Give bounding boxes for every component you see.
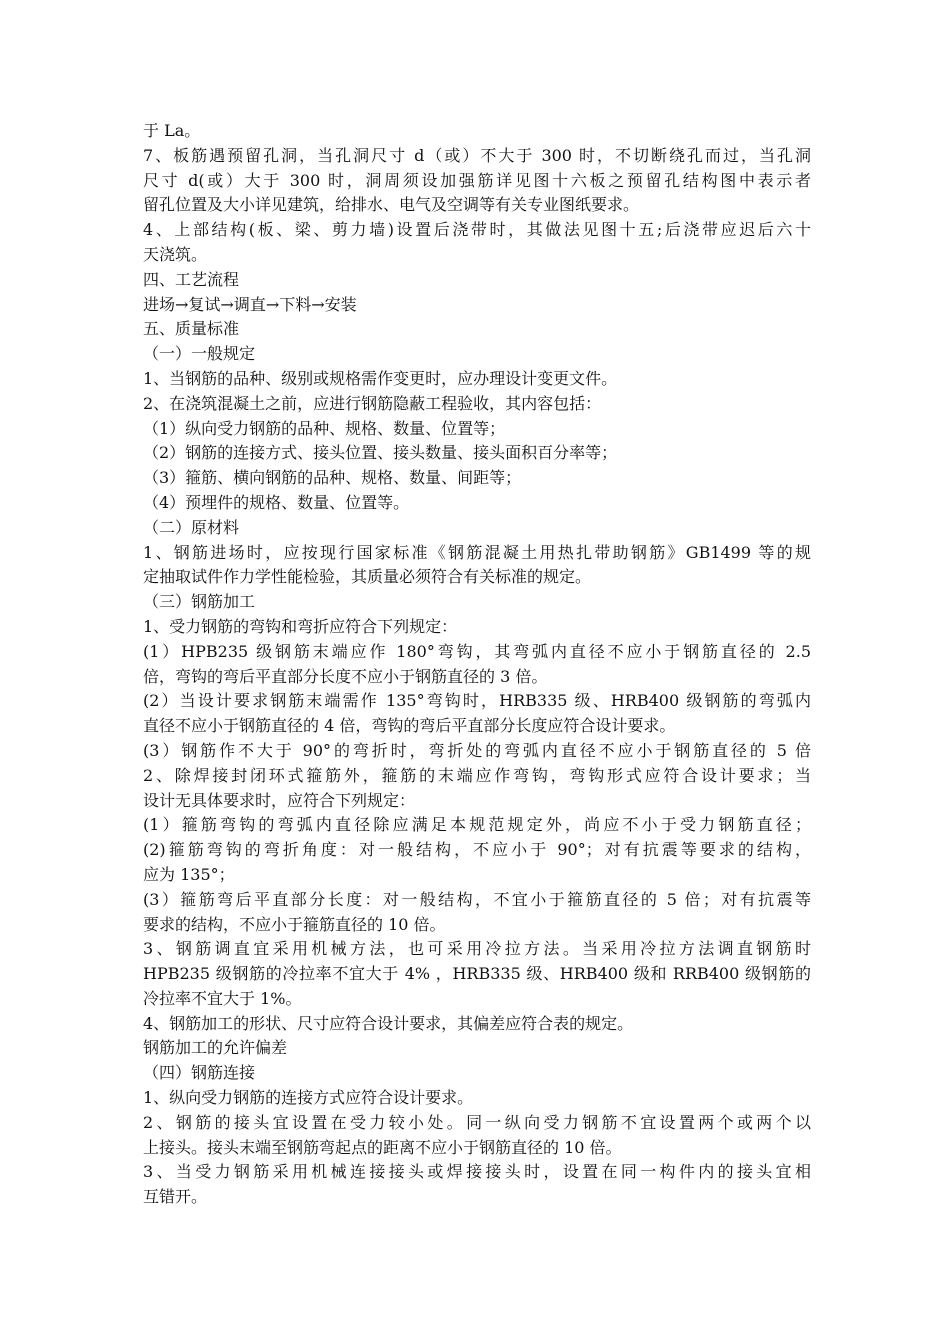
text-line: 于 La。 xyxy=(143,121,201,140)
text-line: （二）原材料 xyxy=(143,517,240,537)
text-line: (2)箍筋弯钩的弯折角度：对一般结构，不应小于 90°；对有抗震等要求的结构， xyxy=(143,840,811,860)
text-line: 钢筋加工的允许偏差 xyxy=(143,1038,288,1058)
text-line: （四）钢筋连接 xyxy=(143,1063,256,1083)
text-line: 2、除焊接封闭环式箍筋外，箍筋的末端应作弯钩，弯钩形式应符合设计要求；当 xyxy=(143,765,811,785)
text-line: 应为 135°； xyxy=(143,864,235,884)
text-line: （4）预埋件的规格、数量、位置等。 xyxy=(143,492,410,512)
text-line: (3）箍筋弯后平直部分长度：对一般结构，不宜小于箍筋直径的 5 倍；对有抗震等 xyxy=(143,889,811,909)
text-line: 设计无具体要求时，应符合下列规定： xyxy=(143,790,416,810)
text-line: 1、纵向受力钢筋的连接方式应符合设计要求。 xyxy=(143,1088,474,1108)
text-line: 4、钢筋加工的形状、尺寸应符合设计要求，其偏差应符合表的规定。 xyxy=(143,1013,634,1033)
text-line: (2）当设计要求钢筋末端需作 135°弯钩时，HRB335 级、HRB400 级钢筋的弯弧内 xyxy=(143,691,811,711)
text-line: （2）钢筋的连接方式、接头位置、接头数量、接头面积百分率等； xyxy=(143,443,618,463)
text-line: 2、钢筋的接头宜设置在受力较小处。同一纵向受力钢筋不宜设置两个或两个以 xyxy=(143,1112,811,1132)
text-line: （1）纵向受力钢筋的品种、规格、数量、位置等； xyxy=(143,418,506,438)
text-line: 进场→复试→调直→下料→安装 xyxy=(143,294,357,314)
text-line: 3、钢筋调直宜采用机械方法，也可采用冷拉方法。当采用冷拉方法调直钢筋时 xyxy=(143,939,811,959)
text-line: 4、上部结构(板、梁、剪力墙)设置后浇带时，其做法见图十五;后浇带应迟后六十 xyxy=(143,220,811,240)
text-line: HPB235 级钢筋的冷拉率不宜大于 4% ，HRB335 级、HRB400 级和 RRB400 级钢筋的 xyxy=(143,964,811,984)
text-line: 1、当钢筋的品种、级别或规格需作变更时，应办理设计变更文件。 xyxy=(143,368,618,388)
text-line: 尺寸 d(或）大于 300 时，洞周须设加强筋详见图十六板之预留孔结构图中表示者 xyxy=(143,170,811,190)
text-line: 2、在浇筑混凝土之前，应进行钢筋隐蔽工程验收，其内容包括： xyxy=(143,393,602,413)
text-line: 上接头。接头末端至钢筋弯起点的距离不应小于钢筋直径的 10 倍。 xyxy=(143,1137,622,1157)
text-line: （一）一般规定 xyxy=(143,344,256,364)
text-line: （三）钢筋加工 xyxy=(143,592,256,612)
text-line: 1、钢筋进场时，应按现行国家标准《钢筋混凝土用热扎带助钢筋》GB1499 等的规 xyxy=(143,542,811,562)
text-line: (3）钢筋作不大于 90°的弯折时，弯折处的弯弧内直径不应小于钢筋直径的 5 倍 xyxy=(143,740,811,760)
text-line: 倍，弯钩的弯后平直部分长度不应小于钢筋直径的 3 倍。 xyxy=(143,666,548,686)
text-line: 冷拉率不宜大于 1%。 xyxy=(143,988,302,1008)
text-line: (1）箍筋弯钩的弯弧内直径除应满足本规范规定外，尚应不小于受力钢筋直径； xyxy=(143,815,811,835)
text-line: 1、受力钢筋的弯钩和弯折应符合下列规定： xyxy=(143,616,458,636)
text-line: 互错开。 xyxy=(143,1187,208,1207)
text-line: 五、质量标准 xyxy=(143,319,240,339)
text-line: 7、板筋遇预留孔洞，当孔洞尺寸 d（或）不大于 300 时，不切断绕孔而过，当孔洞 xyxy=(143,145,811,165)
text-line: (1）HPB235 级钢筋末端应作 180°弯钩，其弯弧内直径不应小于钢筋直径的 2.5 xyxy=(143,641,811,661)
text-line: 定抽取试件作力学性能检验，其质量必须符合有关标准的规定。 xyxy=(143,567,592,587)
text-line: 天浇筑。 xyxy=(143,244,208,264)
text-line: （3）箍筋、横向钢筋的品种、规格、数量、间距等； xyxy=(143,468,522,488)
text-line: 留孔位置及大小详见建筑，给排水、电气及空调等有关专业图纸要求。 xyxy=(143,195,640,215)
text-line: 要求的结构，不应小于箍筋直径的 10 倍。 xyxy=(143,914,446,934)
text-line: 3、当受力钢筋采用机械连接接头或焊接接头时，设置在同一构件内的接头宜相 xyxy=(143,1162,811,1182)
document-page xyxy=(143,119,811,1210)
text-line: 直径不应小于钢筋直径的 4 倍，弯钩的弯后平直部分长度应符合设计要求。 xyxy=(143,716,676,736)
text-line: 四、工艺流程 xyxy=(143,269,240,289)
